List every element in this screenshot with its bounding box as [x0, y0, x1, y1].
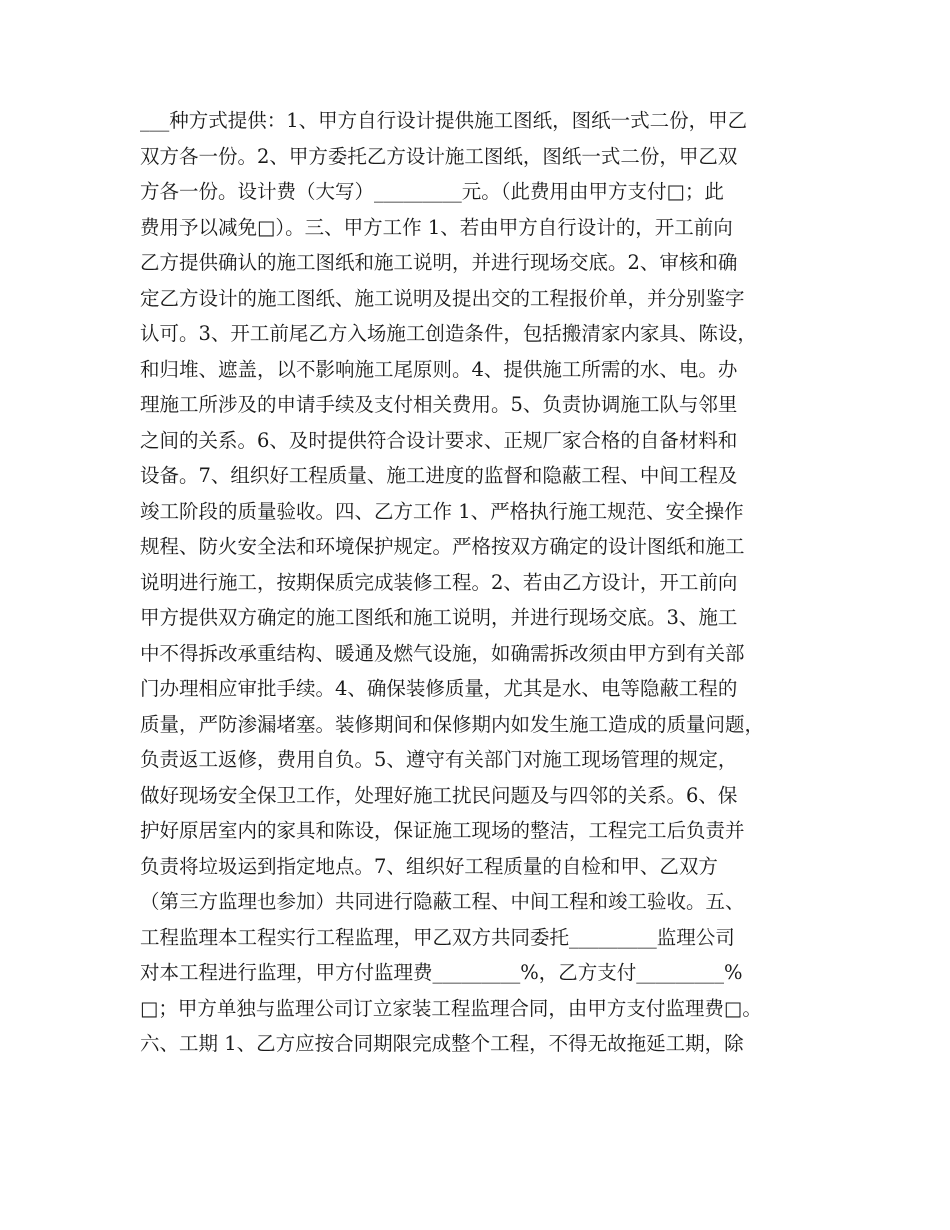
- text-line: 设备。7、组织好工程质量、施工进度的监督和隐蔽工程、中间工程及: [140, 464, 738, 487]
- text-line: 理施工所涉及的申请手续及支付相关费用。5、负责协调施工队与邻里: [140, 393, 738, 416]
- text-line: 规程、防火安全法和环境保护规定。严格按双方确定的设计图纸和施工: [140, 535, 745, 558]
- text-line: （第三方监理也参加）共同进行隐蔽工程、中间工程和竣工验收。五、: [140, 890, 745, 913]
- text-line: 六、工期 1、乙方应按合同期限完成整个工程，不得无故拖延工期，除: [140, 1032, 744, 1055]
- text-line: 负责返工返修，费用自负。5、遵守有关部门对施工现场管理的规定，: [140, 748, 738, 771]
- text-line: 和归堆、遮盖，以不影响施工尾原则。4、提供施工所需的水、电。办: [140, 357, 738, 381]
- text-line: 竣工阶段的质量验收。四、乙方工作 1、严格执行施工规范、安全操作: [140, 499, 744, 523]
- text-line: 对本工程进行监理，甲方付监理费_________%，乙方支付_________%: [140, 961, 743, 984]
- text-line: 负责将垃圾运到指定地点。7、组织好工程质量的自检和甲、乙双方: [140, 854, 718, 878]
- text-line: 说明进行施工，按期保质完成装修工程。2、若由乙方设计，开工前向: [140, 570, 738, 594]
- text-line: 费用予以减免□）。三、甲方工作 1、若由甲方自行设计的，开工前向: [140, 215, 733, 239]
- text-line: 乙方提供确认的施工图纸和施工说明，并进行现场交底。2、审核和确: [140, 251, 738, 274]
- text-line: 做好现场安全保卫工作，处理好施工扰民问题及与四邻的关系。6、保: [140, 783, 738, 807]
- text-line: 门办理相应审批手续。4、确保装修质量，尤其是水、电等隐蔽工程的: [140, 677, 738, 700]
- text-line: 之间的关系。6、及时提供符合设计要求、正规厂家合格的自备材料和: [140, 428, 738, 452]
- text-line: 认可。3、开工前尾乙方入场施工创造条件，包括搬清家内家具、陈设，: [140, 322, 757, 345]
- text-line: 方各一份。设计费（大写）_________元。（此费用由甲方支付□；此: [140, 180, 724, 203]
- text-line: 甲方提供双方确定的施工图纸和施工说明，并进行现场交底。3、施工: [140, 606, 738, 629]
- text-line: 定乙方设计的施工图纸、施工说明及提出交的工程报价单，并分别鉴字: [140, 286, 745, 310]
- contract-body-text: [140, 103, 830, 1062]
- text-line: 中不得拆改承重结构、暖通及燃气设施，如确需拆改须由甲方到有关部: [140, 641, 745, 665]
- text-line: ___种方式提供：1、甲方自行设计提供施工图纸，图纸一式二份，甲乙: [140, 109, 748, 132]
- text-line: 护好原居室内的家具和陈设，保证施工现场的整洁，工程完工后负责并: [140, 819, 745, 842]
- text-line: 质量，严防渗漏堵塞。装修期间和保修期内如发生施工造成的质量问题，: [140, 712, 765, 736]
- text-line: □；甲方单独与监理公司订立家装工程监理合同，由甲方支付监理费□。: [140, 996, 762, 1020]
- text-line: 双方各一份。2、甲方委托乙方设计施工图纸，图纸一式二份，甲乙双: [140, 144, 738, 168]
- text-line: 工程监理本工程实行工程监理，甲乙双方共同委托_________监理公司: [140, 925, 735, 949]
